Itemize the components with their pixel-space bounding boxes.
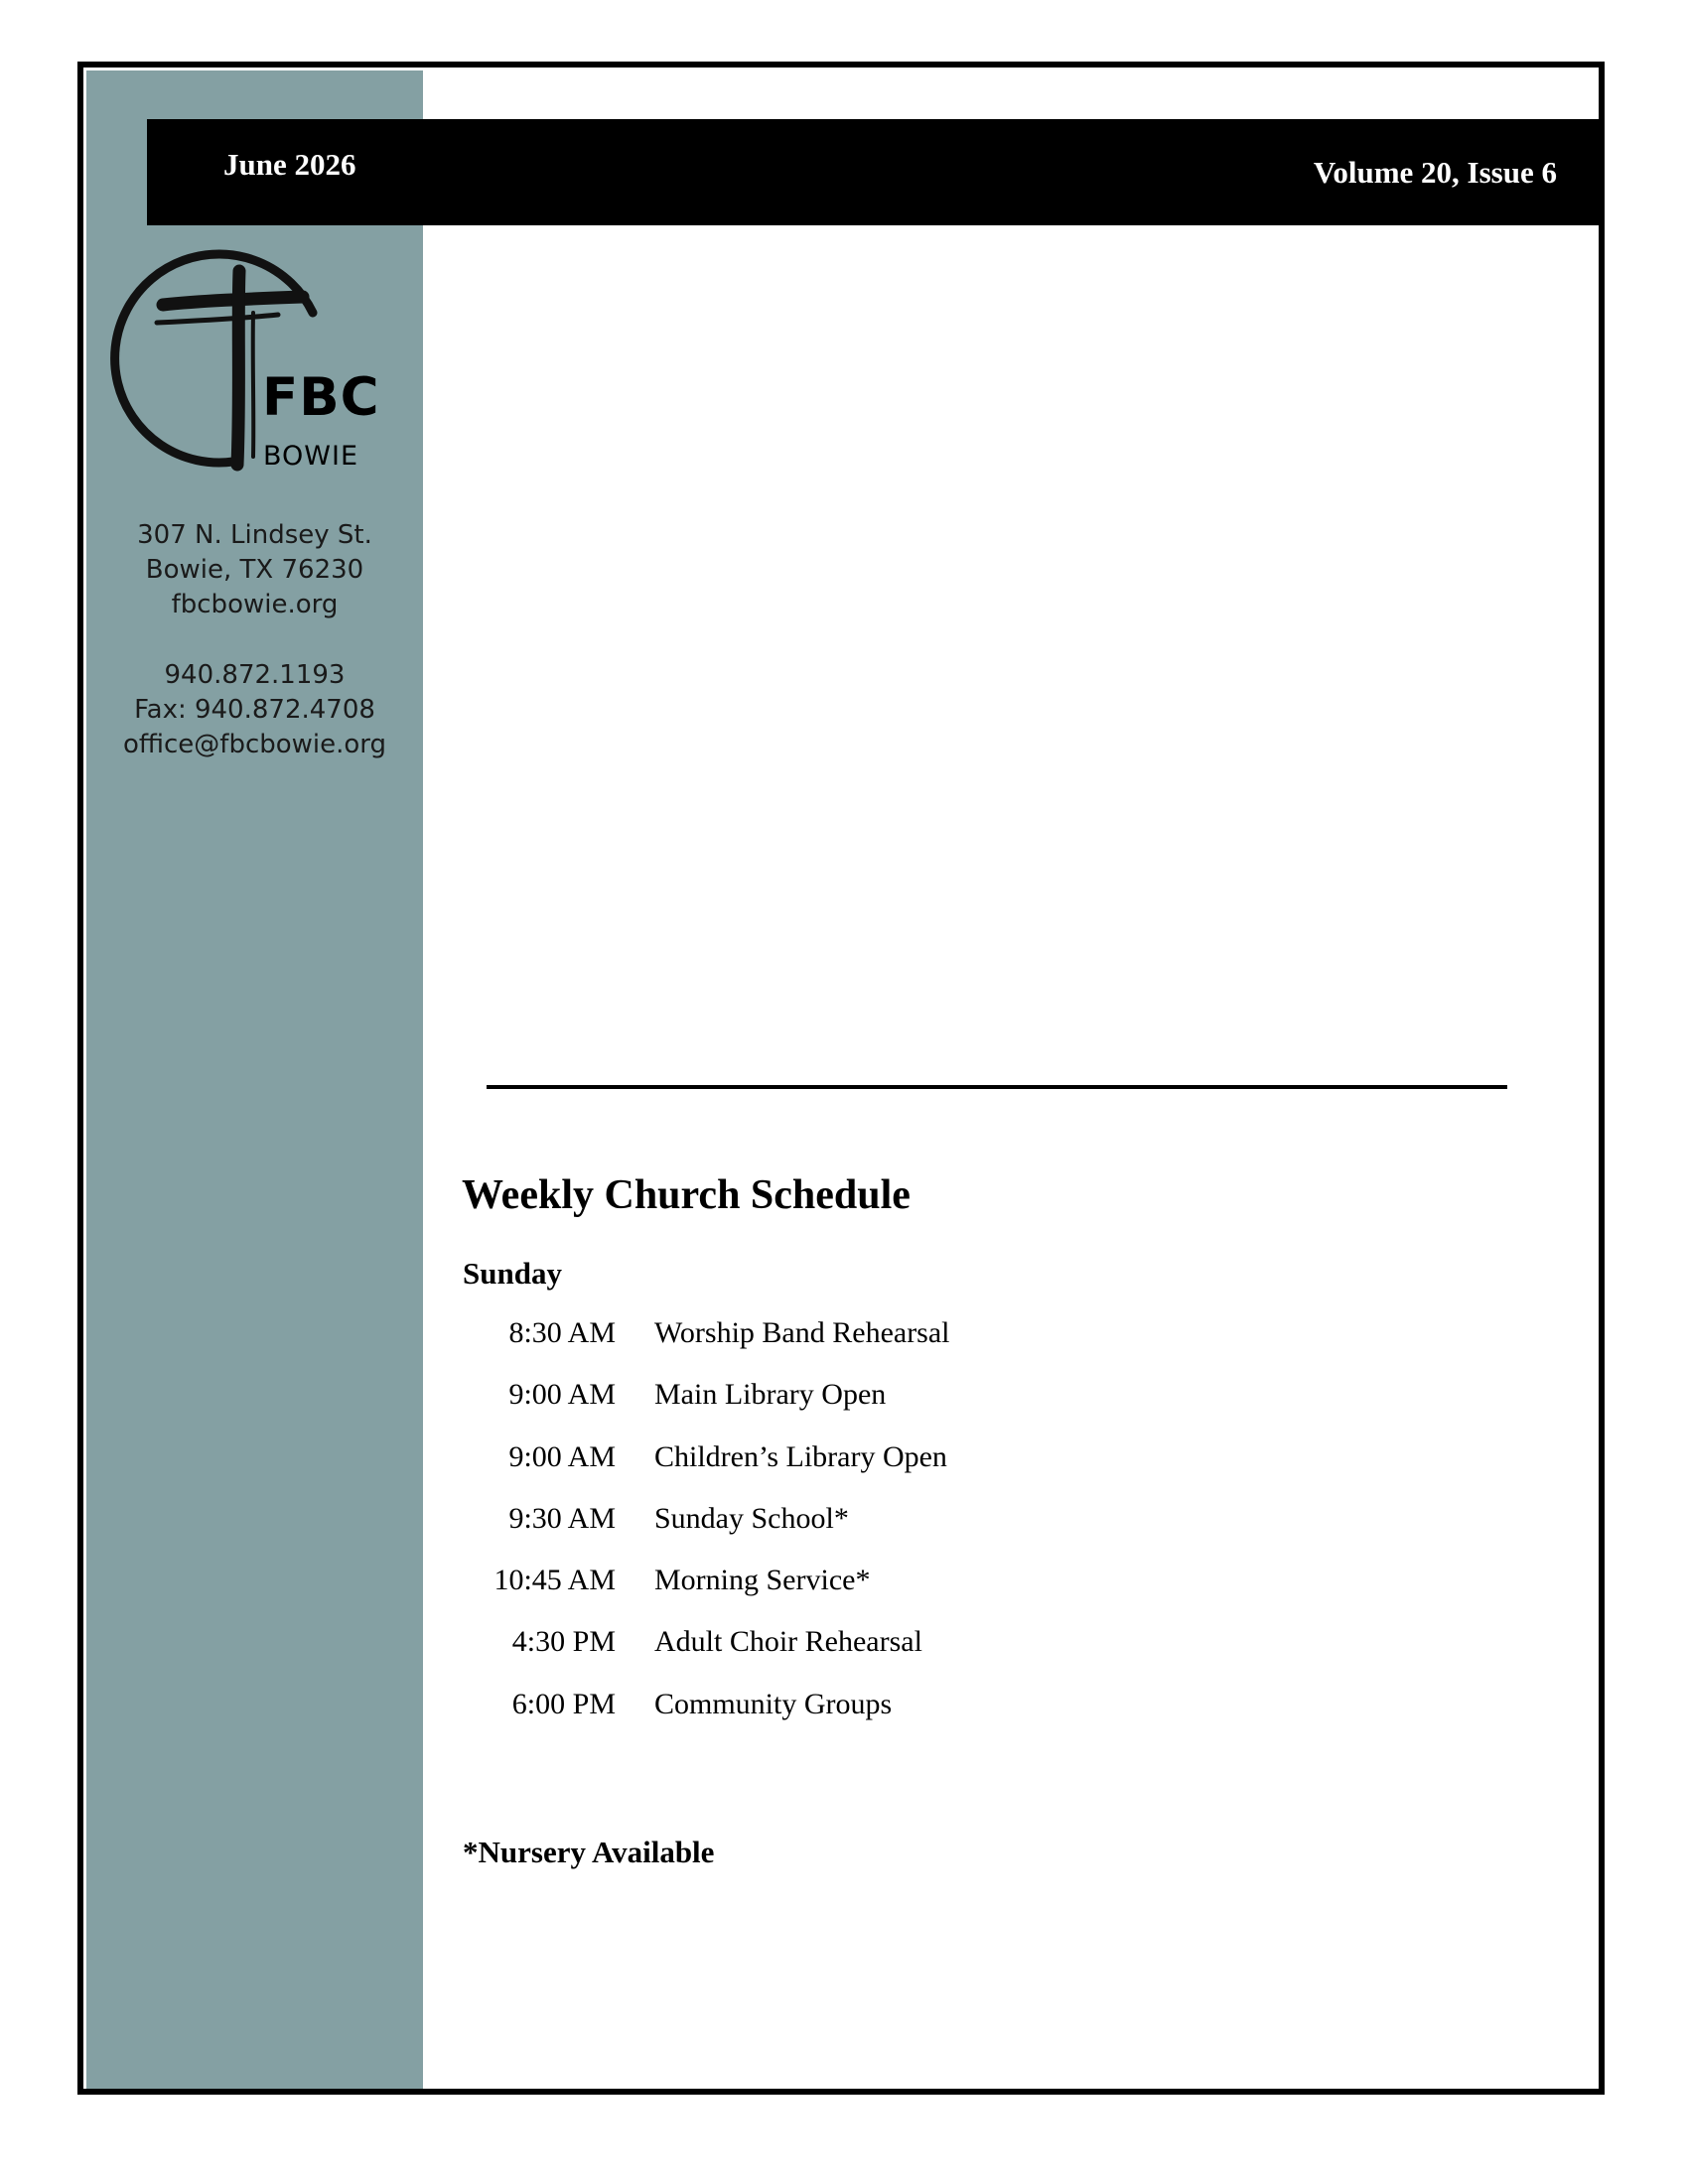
schedule-row: [0, 1378, 1688, 1439]
schedule-row: [0, 1440, 1688, 1502]
schedule-event: Sunday School*: [654, 1501, 849, 1535]
schedule-row: [0, 1688, 1688, 1749]
fax-number: Fax: 940.872.4708: [134, 695, 375, 725]
logo-wordmark: FBC: [262, 367, 380, 428]
website-link[interactable]: fbcbowie.org: [171, 590, 339, 619]
phone-number: 940.872.1193: [164, 660, 346, 690]
schedule-row: [0, 1625, 1688, 1687]
schedule-event: Children’s Library Open: [654, 1439, 947, 1473]
phone-block: [86, 658, 423, 762]
schedule-event: Morning Service*: [654, 1564, 871, 1597]
schedule-day: Sunday: [463, 1256, 562, 1291]
nursery-note: *Nursery Available: [463, 1835, 715, 1869]
schedule-title: Weekly Church Schedule: [462, 1172, 911, 1218]
schedule-event: Worship Band Rehearsal: [654, 1316, 950, 1349]
schedule-time: 9:00 AM: [508, 1439, 616, 1473]
schedule-time: 8:30 AM: [508, 1316, 616, 1349]
schedule-time: 6:00 PM: [511, 1687, 616, 1720]
schedule-row: [0, 1502, 1688, 1564]
section-divider: [487, 1085, 1507, 1089]
schedule-time: 10:45 AM: [493, 1564, 616, 1597]
schedule-time: 4:30 PM: [511, 1625, 616, 1659]
issue-volume: Volume 20, Issue 6: [1313, 155, 1557, 190]
issue-date: June 2026: [223, 147, 356, 182]
schedule-event: Main Library Open: [654, 1378, 887, 1412]
address-city: Bowie, TX 76230: [145, 555, 364, 585]
schedule-event: Adult Choir Rehearsal: [654, 1625, 922, 1659]
schedule-row: [0, 1316, 1688, 1378]
schedule-event: Community Groups: [654, 1687, 893, 1720]
address-block: [86, 518, 423, 622]
schedule-row: [0, 1564, 1688, 1625]
schedule-time: 9:30 AM: [508, 1501, 616, 1535]
schedule-time: 9:00 AM: [508, 1378, 616, 1412]
schedule-list: [0, 1316, 1688, 1749]
email-link[interactable]: office@fbcbowie.org: [122, 730, 387, 759]
address-street: 307 N. Lindsey St.: [137, 520, 372, 550]
logo-city: BOWIE: [263, 441, 359, 472]
